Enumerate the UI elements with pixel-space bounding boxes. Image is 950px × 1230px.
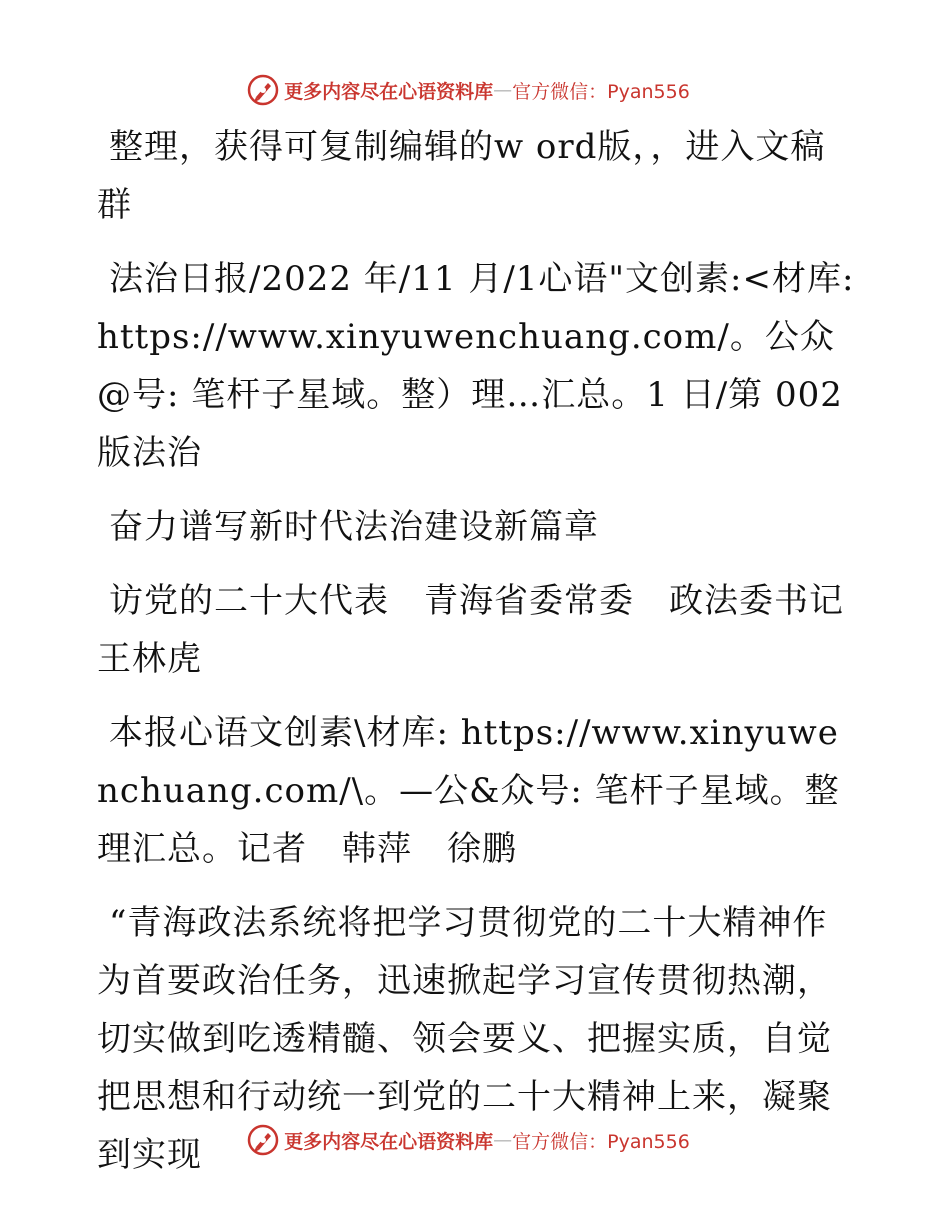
article-byline: 本报心语文创素\材库: https://www.xinyuwenchuang.com/\。—公&众号: 笔杆子星域。整理汇总。记者 韩萍 徐鹏 [97, 713, 840, 869]
header-watermark [0, 70, 950, 110]
article-subtitle: 访党的二十大代表 青海省委常委 政法委书记王林虎 [97, 581, 844, 679]
pen-logo-icon [246, 1123, 280, 1157]
watermark-dash: — [493, 1129, 513, 1151]
watermark-dash: — [493, 79, 513, 101]
footer-watermark [0, 1120, 950, 1160]
pen-logo-icon [246, 73, 280, 107]
paragraph-intro: 整理，获得可复制编辑的w ord版，，进入文稿群 [97, 127, 826, 225]
paragraph-source: 法治日报/2022 年/11 月/1心语"文创素:<材库: https://www.xinyuwenchuang.com/。公众@号: 笔杆子星域。整）理…汇总。1 日/第 002 版法治 [97, 259, 855, 473]
watermark-wechat: 官方微信：Pyan556 [512, 80, 690, 103]
watermark-text: 更多内容尽在心语资料库 [284, 80, 494, 103]
watermark-wechat: 官方微信：Pyan556 [512, 1130, 690, 1153]
article-body: “青海政法系统将把学习贯彻党的二十大精神作为首要政治任务，迅速掀起学习宣传贯彻热潮，切实做到吃透精髓、领会要义、把握实质，自觉把思想和行动统一到党的二十大精神上来，凝聚到实现 [97, 903, 832, 1175]
watermark-text: 更多内容尽在心语资料库 [284, 1130, 494, 1153]
article-title: 奋力谱写新时代法治建设新篇章 [109, 507, 599, 547]
document-body [97, 118, 857, 1184]
